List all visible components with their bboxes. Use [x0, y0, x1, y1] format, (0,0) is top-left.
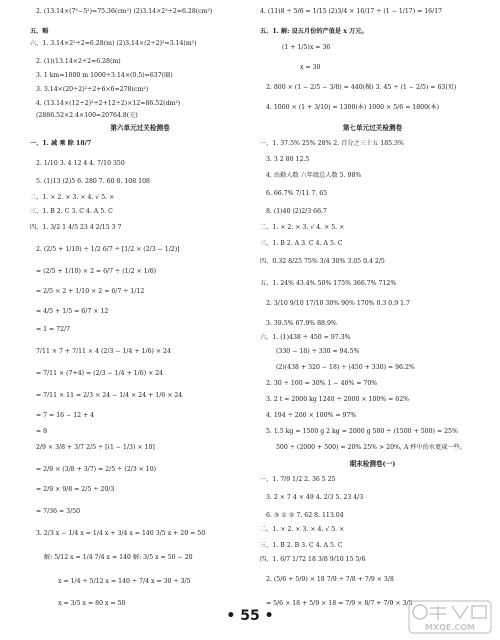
watermark-text: MXQE.COM — [424, 623, 476, 632]
answer-line: 三、1. B 2. B 3. C 4. A 5. C — [260, 542, 343, 549]
answer-line: 3. 39.5% 67.9% 88.9% — [266, 320, 337, 327]
section-heading: 第七单元过关检测卷 — [342, 124, 403, 132]
answer-line: (2)(438 + 320 − 18) ÷ (450 + 330) ≈ 96.2% — [276, 364, 415, 371]
answer-line: 4. 出勤人数 六年级总人数 5. 98% — [266, 172, 362, 179]
answer-line: = 7/11 × (7+4) = (2/3 − 1/4 + 1/6) × 24 — [36, 370, 164, 377]
answer-line: 五、1. 24% 43.4% 50% 175% 366.7% 712% — [260, 280, 397, 287]
answer-line: (2886.52×2.4×100=20764.8(元) — [36, 112, 138, 119]
answer-line: 三、1. B 2. A 3. C 4. A 5. C — [260, 240, 343, 247]
answer-line: = 2/5 × 2 + 1/10 × 2 = 6/7 ÷ 1/12 — [36, 288, 145, 295]
answer-line: = 4/5 + 1/5 = 6/7 × 12 — [36, 308, 109, 315]
answer-line: = 2/9 × 9/8 = 2/5 ÷ 20/3 — [36, 486, 115, 493]
answer-line: 二、1. × 2. × 3. √ 4. × 5. × — [260, 224, 345, 231]
answer-line: 五、1. 解: 设五月份的产值是 x 万元。 — [260, 28, 368, 35]
answer-line: 3. 2 × 7 4 × 49 4. 2/3 5. 23 4/3 — [266, 494, 364, 501]
answer-line: 五、略 — [30, 28, 49, 35]
answer-line: 2. 1/10 3. 4 12 4 4. 7/10 350 — [36, 160, 125, 167]
answer-line: 二、1. × 2. × 3. × 4. √ 5. × — [30, 194, 115, 201]
answer-line: 4. 194 ÷ 200 × 100% = 97% — [266, 412, 357, 419]
answer-line: (330 − 18) ÷ 330 ≈ 94.5% — [276, 348, 360, 355]
answer-line: 二、1. × 2. × 3. × 4. √ 5. × — [260, 526, 345, 533]
answer-line: 6. ③ ① ② 7. 62 8. 113.04 — [266, 512, 344, 519]
answer-line: = 8 — [36, 428, 48, 435]
answer-line: = 2/9 × (3/8 + 3/7) = 2/5 ÷ (2/3 × 10) — [36, 466, 157, 473]
answer-line: x = 1/4 ÷ 5/12 x = 140 ÷ 7/4 x = 30 ÷ 3/5 — [58, 578, 191, 585]
answer-line: = (2/5 + 1/10) × 2 = 6/7 ÷ (1/2 × 1/6) — [36, 268, 157, 275]
answer-line: 一、1. 减 乘 除 18/7 — [30, 140, 92, 147]
answer-line: = 7 = 16 − 12 + 4 — [36, 412, 95, 419]
answer-line: 8. (1)40 (2)2/3 66.7 — [266, 208, 327, 215]
answer-line: 2/9 × 3/8 + 3/7 2/5 ÷ [(1 − 1/3) × 10] — [36, 444, 155, 451]
answer-line: 六、1. (1)438 ÷ 450 ≈ 97.3% — [260, 334, 351, 341]
answer-line: 5. (1)13 (2)5 6. 280 7. 60 8. 108 108 — [36, 178, 150, 185]
section-heading: 第六单元过关检测卷 — [110, 124, 170, 132]
answer-line: 六、1. 3.14×2²÷2=6.28(m) (2)3.14×(2÷2)²=3.14(m²) — [30, 40, 197, 47]
answer-line: 2. (1)(13.14×2÷2=6.28(m) — [36, 58, 121, 65]
answer-line: 4. (13.14×(12÷2)²÷2+12÷2)×12=86.52(dm²) — [36, 100, 181, 107]
answer-line: 3. 3 2 80 12.5 — [266, 156, 310, 163]
answer-line: 4. (11)8 ÷ 5/6 = 1/15 (2)3/4 × 16/17 ÷ (1 − 1/17) = 16/17 — [260, 8, 443, 15]
answer-line: 3. 3.14×(20÷2)²÷2+6×6=278(cm²) — [36, 86, 149, 93]
answer-line: 一、1. 37.5% 25% 28% 2. 百分之三十五 185.3% — [260, 140, 404, 147]
answer-line: 2. (5/6 + 5/9) × 18 7/9 ÷ 7/8 + 7/9 × 3/8 — [266, 576, 394, 583]
answer-line: 四、1. 6/7 1/72 18 3/8 9/10 15 5/6 — [260, 556, 366, 563]
answer-line: = 7/11 × 11 = 2/3 × 24 − 1/4 × 24 + 1/6 × 24 — [36, 392, 183, 399]
answer-line: 2. 30 ÷ 100 = 30% 1 − 40% = 70% — [266, 380, 378, 387]
watermark-logo — [408, 600, 492, 634]
answer-line: 4. 1000 × (1 + 3/10) = 1300(本) 1000 × 5/6 = 1800(本) — [266, 104, 440, 111]
answer-line: 3. 1 km=1000 m 1000÷3.14×(0.5)≈637(圈) — [36, 72, 173, 79]
answer-line: 四、0.32 8/25 75% 3/4 30% 3.05 0.4 2/5 — [260, 258, 385, 265]
answer-line: 2. (2/5 + 1/10) ÷ 1/2 6/7 ÷ [1/2 × (2/3 − 1/2)] — [36, 246, 180, 253]
answer-line: 解: 5/12 x = 1/4 7/4 x = 140 解: 3/5 x = 50 − 20 — [44, 554, 193, 561]
answer-line: 500 ÷ (2000 + 500) = 20% 25% > 20%, A 杯中的水更咸一些。 — [276, 444, 466, 451]
answer-line: 3. 2/3 x − 1/4 x = 1/4 x + 3/4 x = 140 3/5 x + 20 = 50 — [36, 530, 206, 537]
answer-line: 7/11 × 7 + 7/11 × 4 (2/3 − 1/4 + 1/6) × 24 — [36, 348, 171, 355]
answer-line: 3. 2 t = 2000 kg 1240 ÷ 2000 × 100% = 62% — [266, 396, 410, 403]
answer-line: 6. 66.7% 7/11 7. 65 — [266, 190, 328, 197]
answer-line: 5. 1.5 kg = 1500 g 2 kg = 2000 g 500 ÷ (1500 + 500) = 25% — [266, 428, 458, 435]
answer-line: 2. 800 × (1 − 2/5 − 3/8) = 440(棵) 3. 45 ÷ (1 − 2/5) = 63(页) — [266, 84, 457, 91]
answer-line: 2. (13.14×(7²−5²)=75.36(cm²) (2)3.14×2²÷2=6.28(cm²) — [36, 8, 213, 15]
answer-line: = 5/6 × 18 + 5/9 × 18 = 7/9 × 8/7 + 7/9 × 3/8 — [266, 600, 413, 607]
page-number: • 55 • — [226, 608, 274, 624]
answer-line: 2. 3/10 9/10 17/10 30% 90% 170% 0.3 0.9 1.7 — [266, 300, 410, 307]
answer-line: x = 3/5 x = 80 x = 50 — [58, 600, 126, 607]
answer-line: 一、1. 7/9 1/2 2. 36 5 25 — [260, 476, 336, 483]
answer-line: 三、1. B 2. C 3. C 4. A 5. C — [30, 208, 113, 215]
answer-line: = 7/36 = 3/50 — [36, 508, 81, 515]
answer-line: (1 + 1/5)x = 36 — [282, 44, 331, 51]
answer-line: = 1 = 72/7 — [36, 326, 71, 333]
answer-line: x = 30 — [300, 64, 321, 71]
section-heading: 期末检测卷(一) — [349, 460, 396, 468]
answer-line: 四、1. 3/2 1 4/5 23 4 2/15 3 7 — [30, 224, 122, 231]
